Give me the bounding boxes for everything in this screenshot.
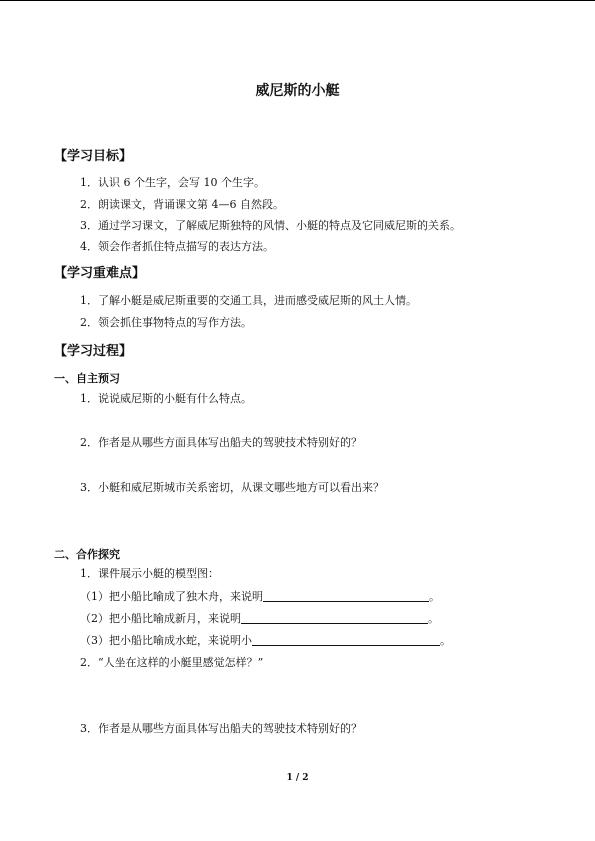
fill-in-prefix-3: （3）把小船比喻成水蛇，来说明小 (80, 634, 252, 647)
self-study-item-1: 1．说说威尼斯的小艇有什么特点。 (80, 392, 252, 405)
goal-item-3: 3．通过学习课文，了解威尼斯独特的风情、小艇的特点及它同威尼斯的关系。 (80, 219, 461, 232)
cooperative-item-2: 2．“人坐在这样的小艇里感觉怎样？” (80, 656, 264, 669)
heading-cooperative-inquiry: 二、合作探究 (54, 548, 120, 561)
fill-in-line-3 (80, 634, 451, 648)
page-number: 1 / 2 (286, 773, 309, 783)
document-title: 威尼斯的小艇 (255, 83, 340, 99)
fill-in-suffix-2: 。 (428, 612, 439, 625)
goal-item-1: 1．认识 6 个生字，会写 10 个生字。 (80, 176, 265, 189)
cooperative-item-1: 1．课件展示小艇的模型图： (80, 567, 219, 580)
heading-learning-process: 【学习过程】 (54, 344, 133, 359)
heading-key-points: 【学习重难点】 (54, 266, 146, 281)
answer-blank-3[interactable] (252, 634, 440, 646)
key-point-item-2: 2．领会抓住事物特点的写作方法。 (80, 316, 252, 329)
self-study-item-3: 3．小艇和威尼斯城市关系密切，从课文哪些地方可以看出来？ (80, 481, 384, 494)
key-point-item-1: 1．了解小艇是威尼斯重要的交通工具，进而感受威尼斯的风土人情。 (80, 294, 417, 307)
goal-item-4: 4．领会作者抓住特点描写的表达方法。 (80, 240, 274, 253)
fill-in-suffix-3: 。 (440, 634, 451, 647)
answer-blank-1[interactable] (263, 590, 429, 602)
answer-blank-2[interactable] (241, 612, 428, 624)
heading-self-study: 一、自主预习 (54, 372, 120, 385)
cooperative-item-3: 3．作者是从哪些方面具体写出船夫的驾驶技术特别好的？ (80, 722, 362, 735)
fill-in-prefix-1: （1）把小船比喻成了独木舟，来说明 (80, 590, 263, 603)
fill-in-prefix-2: （2）把小船比喻成新月，来说明 (80, 612, 241, 625)
fill-in-suffix-1: 。 (429, 590, 440, 603)
fill-in-line-2 (80, 612, 439, 626)
goal-item-2: 2．朗读课文，背诵课文第 4—6 自然段。 (80, 198, 284, 211)
self-study-item-2: 2．作者是从哪些方面具体写出船夫的驾驶技术特别好的？ (80, 436, 362, 449)
heading-learning-goals: 【学习目标】 (54, 149, 133, 164)
fill-in-line-1 (80, 590, 440, 604)
top-border-line (0, 0, 595, 1)
